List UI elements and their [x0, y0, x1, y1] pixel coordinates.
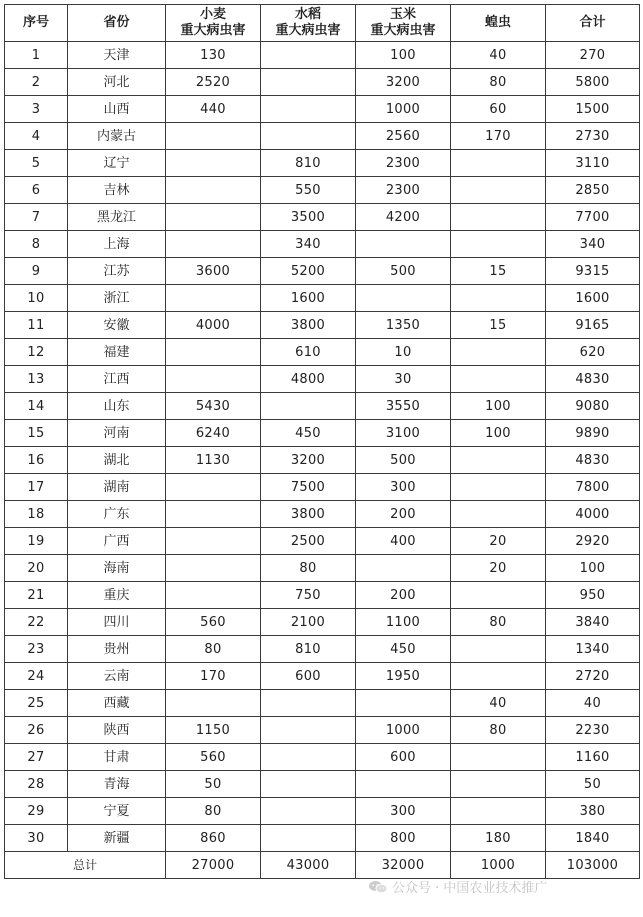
cell-province: 山西: [68, 96, 166, 123]
cell-rice: [261, 393, 356, 420]
cell-locust: 20: [451, 555, 546, 582]
total-wheat: 27000: [166, 852, 261, 879]
cell-index: 9: [5, 258, 68, 285]
table-row: [5, 204, 640, 231]
cell-wheat: 5430: [166, 393, 261, 420]
table-row: [5, 717, 640, 744]
cell-rice: 2100: [261, 609, 356, 636]
cell-sum: 7800: [546, 474, 640, 501]
cell-locust: 15: [451, 258, 546, 285]
table-row: [5, 312, 640, 339]
cell-rice: [261, 825, 356, 852]
table-body: [5, 42, 640, 879]
table-row: [5, 447, 640, 474]
cell-index: 11: [5, 312, 68, 339]
cell-corn: 3100: [356, 420, 451, 447]
header-rice: 水稻 重大病虫害: [261, 5, 356, 42]
cell-sum: 3840: [546, 609, 640, 636]
cell-corn: [356, 285, 451, 312]
cell-corn: 30: [356, 366, 451, 393]
cell-index: 10: [5, 285, 68, 312]
cell-sum: 9080: [546, 393, 640, 420]
wechat-icon: [368, 880, 388, 894]
cell-wheat: 560: [166, 744, 261, 771]
cell-rice: 3500: [261, 204, 356, 231]
cell-sum: 950: [546, 582, 640, 609]
cell-province: 广西: [68, 528, 166, 555]
cell-rice: 340: [261, 231, 356, 258]
cell-corn: 3200: [356, 69, 451, 96]
cell-corn: 450: [356, 636, 451, 663]
table-row: [5, 582, 640, 609]
cell-province: 广东: [68, 501, 166, 528]
table-row: [5, 339, 640, 366]
cell-sum: 9165: [546, 312, 640, 339]
cell-rice: [261, 123, 356, 150]
table-row: [5, 285, 640, 312]
cell-wheat: [166, 339, 261, 366]
cell-rice: [261, 717, 356, 744]
cell-corn: [356, 771, 451, 798]
cell-province: 黑龙江: [68, 204, 166, 231]
cell-corn: 2300: [356, 177, 451, 204]
cell-locust: [451, 339, 546, 366]
cell-locust: [451, 366, 546, 393]
cell-sum: 40: [546, 690, 640, 717]
total-corn: 32000: [356, 852, 451, 879]
cell-corn: 300: [356, 798, 451, 825]
cell-sum: 9890: [546, 420, 640, 447]
cell-index: 15: [5, 420, 68, 447]
cell-sum: 1500: [546, 96, 640, 123]
cell-index: 5: [5, 150, 68, 177]
cell-sum: 5800: [546, 69, 640, 96]
cell-corn: 200: [356, 582, 451, 609]
cell-corn: 800: [356, 825, 451, 852]
cell-sum: 2920: [546, 528, 640, 555]
cell-province: 安徽: [68, 312, 166, 339]
header-locust: 蝗虫: [451, 5, 546, 42]
cell-sum: 1840: [546, 825, 640, 852]
cell-province: 山东: [68, 393, 166, 420]
header-sum: 合计: [546, 5, 640, 42]
table-row: [5, 150, 640, 177]
table-row: [5, 501, 640, 528]
cell-corn: 3550: [356, 393, 451, 420]
cell-rice: 550: [261, 177, 356, 204]
cell-index: 29: [5, 798, 68, 825]
cell-locust: [451, 771, 546, 798]
cell-index: 21: [5, 582, 68, 609]
cell-rice: 80: [261, 555, 356, 582]
cell-province: 青海: [68, 771, 166, 798]
cell-sum: 1160: [546, 744, 640, 771]
table-row: [5, 393, 640, 420]
total-label: 总计: [5, 852, 166, 879]
cell-corn: 1950: [356, 663, 451, 690]
table-row: [5, 96, 640, 123]
cell-locust: [451, 744, 546, 771]
cell-rice: 4800: [261, 366, 356, 393]
cell-index: 4: [5, 123, 68, 150]
cell-corn: [356, 555, 451, 582]
cell-sum: 3110: [546, 150, 640, 177]
cell-rice: [261, 771, 356, 798]
cell-index: 3: [5, 96, 68, 123]
cell-sum: 7700: [546, 204, 640, 231]
cell-locust: 15: [451, 312, 546, 339]
watermark-text: 公众号 · 中国农业技术推广: [392, 881, 548, 896]
table-row: [5, 609, 640, 636]
table-row: [5, 798, 640, 825]
cell-wheat: [166, 528, 261, 555]
cell-wheat: 50: [166, 771, 261, 798]
table-row: [5, 231, 640, 258]
cell-rice: [261, 69, 356, 96]
cell-wheat: 860: [166, 825, 261, 852]
table-row: [5, 690, 640, 717]
cell-locust: 80: [451, 69, 546, 96]
cell-province: 重庆: [68, 582, 166, 609]
cell-index: 6: [5, 177, 68, 204]
cell-index: 2: [5, 69, 68, 96]
cell-wheat: 80: [166, 636, 261, 663]
cell-rice: 810: [261, 150, 356, 177]
cell-wheat: 560: [166, 609, 261, 636]
cell-corn: 200: [356, 501, 451, 528]
cell-rice: 810: [261, 636, 356, 663]
cell-locust: [451, 636, 546, 663]
cell-province: 湖南: [68, 474, 166, 501]
cell-locust: 20: [451, 528, 546, 555]
cell-province: 贵州: [68, 636, 166, 663]
cell-province: 西藏: [68, 690, 166, 717]
cell-index: 20: [5, 555, 68, 582]
cell-index: 12: [5, 339, 68, 366]
cell-rice: 2500: [261, 528, 356, 555]
cell-province: 新疆: [68, 825, 166, 852]
cell-sum: 1600: [546, 285, 640, 312]
cell-corn: 10: [356, 339, 451, 366]
cell-province: 天津: [68, 42, 166, 69]
cell-rice: [261, 744, 356, 771]
cell-index: 13: [5, 366, 68, 393]
cell-sum: 9315: [546, 258, 640, 285]
cell-province: 浙江: [68, 285, 166, 312]
cell-sum: 620: [546, 339, 640, 366]
cell-rice: [261, 42, 356, 69]
total-rice: 43000: [261, 852, 356, 879]
cell-locust: [451, 231, 546, 258]
cell-corn: 500: [356, 258, 451, 285]
cell-province: 甘肃: [68, 744, 166, 771]
table-row: [5, 825, 640, 852]
cell-index: 17: [5, 474, 68, 501]
header-wheat: 小麦 重大病虫害: [166, 5, 261, 42]
cell-locust: [451, 663, 546, 690]
cell-corn: 500: [356, 447, 451, 474]
table-row: [5, 528, 640, 555]
cell-wheat: [166, 177, 261, 204]
table-row: [5, 177, 640, 204]
cell-wheat: 2520: [166, 69, 261, 96]
cell-rice: [261, 690, 356, 717]
table-row: [5, 123, 640, 150]
cell-corn: 400: [356, 528, 451, 555]
cell-wheat: 4000: [166, 312, 261, 339]
cell-province: 吉林: [68, 177, 166, 204]
cell-index: 8: [5, 231, 68, 258]
cell-sum: 2720: [546, 663, 640, 690]
pest-control-table: [4, 4, 640, 879]
cell-corn: 1000: [356, 717, 451, 744]
cell-province: 福建: [68, 339, 166, 366]
cell-wheat: [166, 231, 261, 258]
cell-locust: [451, 474, 546, 501]
cell-corn: 600: [356, 744, 451, 771]
cell-corn: 2300: [356, 150, 451, 177]
cell-province: 江苏: [68, 258, 166, 285]
table-row: [5, 258, 640, 285]
cell-index: 1: [5, 42, 68, 69]
table-row: [5, 771, 640, 798]
cell-sum: 340: [546, 231, 640, 258]
table-row: [5, 474, 640, 501]
cell-wheat: [166, 555, 261, 582]
cell-province: 内蒙古: [68, 123, 166, 150]
cell-sum: 1340: [546, 636, 640, 663]
total-sum: 103000: [546, 852, 640, 879]
header-corn: 玉米 重大病虫害: [356, 5, 451, 42]
cell-locust: [451, 798, 546, 825]
cell-rice: 610: [261, 339, 356, 366]
cell-province: 上海: [68, 231, 166, 258]
cell-index: 25: [5, 690, 68, 717]
cell-corn: [356, 231, 451, 258]
cell-rice: 3200: [261, 447, 356, 474]
cell-sum: 270: [546, 42, 640, 69]
cell-index: 28: [5, 771, 68, 798]
cell-wheat: [166, 123, 261, 150]
cell-locust: 40: [451, 42, 546, 69]
cell-locust: 80: [451, 717, 546, 744]
table-row: [5, 42, 640, 69]
table-row: [5, 420, 640, 447]
cell-wheat: [166, 474, 261, 501]
watermark: [368, 877, 547, 896]
cell-rice: 450: [261, 420, 356, 447]
cell-province: 陕西: [68, 717, 166, 744]
table-row: [5, 663, 640, 690]
header-row: [5, 5, 640, 42]
cell-province: 河北: [68, 69, 166, 96]
cell-province: 云南: [68, 663, 166, 690]
cell-locust: 180: [451, 825, 546, 852]
cell-corn: 1100: [356, 609, 451, 636]
cell-rice: [261, 798, 356, 825]
cell-sum: 380: [546, 798, 640, 825]
cell-corn: 4200: [356, 204, 451, 231]
cell-rice: [261, 96, 356, 123]
cell-index: 26: [5, 717, 68, 744]
cell-province: 四川: [68, 609, 166, 636]
cell-index: 16: [5, 447, 68, 474]
cell-locust: 80: [451, 609, 546, 636]
cell-locust: [451, 582, 546, 609]
cell-wheat: [166, 285, 261, 312]
cell-locust: 40: [451, 690, 546, 717]
cell-index: 19: [5, 528, 68, 555]
table-row: [5, 555, 640, 582]
cell-wheat: 130: [166, 42, 261, 69]
total-locust: 1000: [451, 852, 546, 879]
total-row: [5, 852, 640, 879]
cell-corn: 300: [356, 474, 451, 501]
cell-rice: 750: [261, 582, 356, 609]
cell-sum: 100: [546, 555, 640, 582]
cell-wheat: [166, 501, 261, 528]
cell-sum: 4000: [546, 501, 640, 528]
cell-rice: 3800: [261, 312, 356, 339]
header-province: 省份: [68, 5, 166, 42]
cell-locust: [451, 501, 546, 528]
cell-locust: [451, 150, 546, 177]
table-row: [5, 744, 640, 771]
cell-locust: [451, 285, 546, 312]
cell-index: 14: [5, 393, 68, 420]
cell-index: 18: [5, 501, 68, 528]
cell-rice: 7500: [261, 474, 356, 501]
cell-province: 辽宁: [68, 150, 166, 177]
cell-province: 河南: [68, 420, 166, 447]
cell-wheat: 80: [166, 798, 261, 825]
cell-index: 7: [5, 204, 68, 231]
cell-index: 23: [5, 636, 68, 663]
cell-wheat: [166, 204, 261, 231]
cell-locust: 170: [451, 123, 546, 150]
cell-wheat: [166, 690, 261, 717]
cell-index: 22: [5, 609, 68, 636]
cell-rice: 600: [261, 663, 356, 690]
cell-sum: 50: [546, 771, 640, 798]
cell-wheat: 440: [166, 96, 261, 123]
cell-corn: 1350: [356, 312, 451, 339]
cell-corn: 2560: [356, 123, 451, 150]
cell-province: 湖北: [68, 447, 166, 474]
cell-wheat: [166, 366, 261, 393]
cell-wheat: 6240: [166, 420, 261, 447]
cell-wheat: 170: [166, 663, 261, 690]
cell-corn: 1000: [356, 96, 451, 123]
cell-province: 宁夏: [68, 798, 166, 825]
cell-locust: 100: [451, 393, 546, 420]
cell-index: 27: [5, 744, 68, 771]
cell-index: 30: [5, 825, 68, 852]
cell-province: 江西: [68, 366, 166, 393]
cell-sum: 2230: [546, 717, 640, 744]
header-index: 序号: [5, 5, 68, 42]
cell-sum: 2850: [546, 177, 640, 204]
cell-locust: 60: [451, 96, 546, 123]
cell-wheat: 3600: [166, 258, 261, 285]
cell-wheat: [166, 582, 261, 609]
cell-sum: 4830: [546, 366, 640, 393]
cell-locust: [451, 447, 546, 474]
cell-corn: [356, 690, 451, 717]
cell-province: 海南: [68, 555, 166, 582]
cell-index: 24: [5, 663, 68, 690]
cell-rice: 3800: [261, 501, 356, 528]
table-row: [5, 366, 640, 393]
table-row: [5, 636, 640, 663]
cell-rice: 1600: [261, 285, 356, 312]
cell-locust: [451, 177, 546, 204]
table-row: [5, 69, 640, 96]
cell-rice: 5200: [261, 258, 356, 285]
cell-locust: 100: [451, 420, 546, 447]
cell-wheat: [166, 150, 261, 177]
cell-corn: 100: [356, 42, 451, 69]
cell-sum: 2730: [546, 123, 640, 150]
cell-wheat: 1130: [166, 447, 261, 474]
cell-locust: [451, 204, 546, 231]
cell-wheat: 1150: [166, 717, 261, 744]
cell-sum: 4830: [546, 447, 640, 474]
